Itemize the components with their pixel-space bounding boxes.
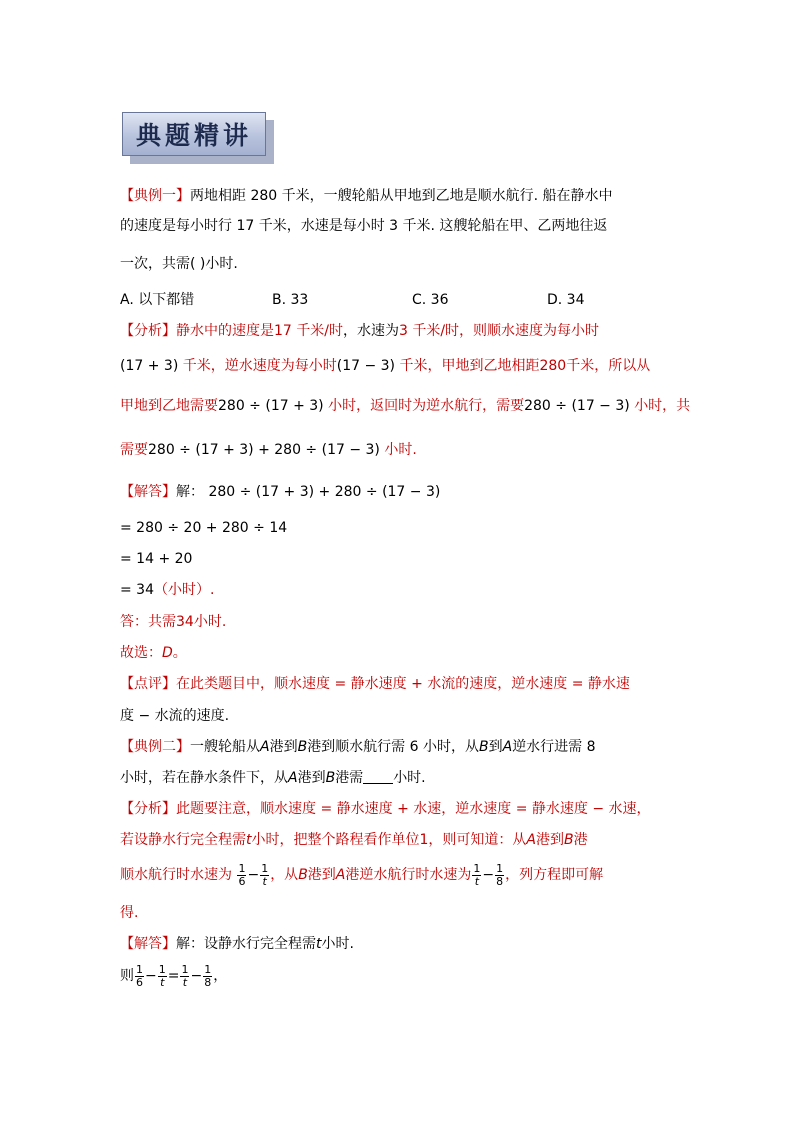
denominator: t [474, 874, 480, 888]
analysis1-text: 千米，甲地到乙地相距 [399, 358, 540, 374]
example2-text: 小时. [393, 770, 426, 786]
example1-line1 [120, 186, 676, 206]
choice-text: 。 [172, 645, 187, 661]
solution1-choice [120, 643, 676, 663]
analysis1-text: 小时. [384, 442, 417, 458]
analysis1-text: 需要 [120, 442, 148, 458]
example1-text: 两地相距 280 千米，一艘轮船从甲地到乙地是顺水航行. 船在静水中 [190, 188, 613, 204]
numerator: 1 [204, 962, 212, 976]
solution1-step3 [120, 580, 676, 600]
solution1-step2: = 14 + 20 [120, 551, 193, 567]
example2-text: 港需 [335, 770, 364, 786]
analysis1-text: 千米，所以从 [566, 358, 651, 374]
example2-text: 逆水行进需 8 [512, 739, 596, 755]
var-a: A [288, 770, 298, 786]
numerator: 1 [261, 861, 269, 875]
solution1-tag: 【解答】 [120, 484, 176, 500]
review1-line2: 度 − 水流的速度. [120, 708, 230, 724]
analysis1-text: 小时，返回时为逆水航行，需要 [328, 398, 525, 414]
solution2-text: 小时. [321, 936, 354, 952]
analysis2-text: 小时，把整个路程看作单位 [251, 832, 420, 848]
answer-text: 小时. [193, 614, 227, 630]
analysis1-text: 甲地到乙地需要 [120, 398, 218, 414]
fraction [260, 863, 269, 888]
minus-sign: − [482, 867, 495, 883]
banner-title: 典题精讲 [135, 121, 252, 150]
solution2-line2 [120, 962, 676, 990]
section-banner [122, 112, 274, 162]
numerator: 1 [181, 962, 189, 976]
example2-line1 [120, 737, 676, 757]
analysis2-text: 若设静水行完全程需 [120, 832, 246, 848]
option-b: B. 33 [272, 292, 309, 308]
example2-text: 港到顺水航行需 6 小时，从 [307, 739, 479, 755]
example2-text: 港到 [269, 739, 298, 755]
math-expr: 280 ÷ (17 − 3) [524, 398, 630, 414]
answer-text: 答：共需 [120, 614, 176, 630]
analysis2-text: ，则可知道：从 [428, 832, 527, 848]
value-1: 1 [419, 832, 429, 848]
example2-tag: 【典例二】 [120, 739, 190, 755]
math-expr: 280 ÷ (17 + 3) [218, 398, 324, 414]
analysis2-tag: 【分析】 [120, 801, 176, 817]
var-a: A [526, 832, 536, 848]
solution2-text: ， [213, 968, 228, 984]
denominator: 6 [238, 874, 246, 888]
example2-text: 港到 [297, 770, 326, 786]
fraction [158, 964, 167, 989]
analysis2-line1 [120, 799, 676, 819]
solution1-text: 解： [176, 484, 204, 500]
answer-value: 34 [176, 614, 194, 630]
denominator: t [262, 874, 267, 888]
numerator: 1 [136, 962, 143, 976]
option-c: C. 36 [412, 292, 449, 308]
fraction [237, 863, 246, 888]
answer-blank [363, 769, 393, 784]
analysis2-text: 港 [573, 832, 588, 848]
review1-line1 [120, 674, 676, 694]
solution2-text: 则 [120, 968, 134, 984]
analysis1-line3 [120, 396, 691, 416]
analysis1-text: 千米，逆水速度为每小时 [182, 358, 337, 374]
math-expr: (17 + 3) [120, 358, 179, 374]
numerator: 1 [473, 861, 481, 875]
numerator: 1 [496, 861, 504, 875]
var-b: B [325, 770, 336, 786]
review1-text: 在此类题目中，顺水速度 = 静水速度 + 水流的速度，逆水速度 = 静水速 [176, 676, 630, 692]
option-a: A. 以下都错 [120, 292, 195, 308]
example2-text: 到 [488, 739, 503, 755]
value-3: 3 千米/时 [398, 323, 460, 339]
denominator: 6 [136, 975, 143, 989]
fraction [180, 964, 189, 989]
equals-sign: = [167, 968, 180, 984]
var-b: B [297, 739, 308, 755]
choice-text: 故选： [120, 645, 162, 661]
numerator: 1 [238, 861, 246, 875]
analysis2-line2 [120, 830, 676, 850]
solution2-text: 解：设静水行完全程需 [176, 936, 316, 952]
var-b: B [564, 832, 574, 848]
analysis1-line2 [120, 356, 676, 376]
var-a: A [335, 867, 346, 883]
analysis1-text: ，则顺水速度为每小时 [459, 323, 600, 339]
var-t: t [246, 832, 252, 848]
analysis2-text: 港逆水航行时水速为 [345, 867, 472, 883]
numerator: 1 [158, 962, 166, 976]
math-expr: 280 ÷ (17 + 3) + 280 ÷ (17 − 3) [208, 484, 441, 500]
example2-text: 一艘轮船从 [190, 739, 260, 755]
math-expr: (17 − 3) [336, 358, 396, 374]
denominator: t [182, 975, 188, 989]
var-a: A [260, 739, 270, 755]
unit-text: （小时）. [154, 582, 215, 598]
example2-line2 [120, 768, 676, 788]
solution2-line1 [120, 934, 676, 954]
minus-sign: − [190, 968, 203, 984]
banner-face [122, 112, 266, 156]
fraction [135, 964, 144, 989]
review1-tag: 【点评】 [120, 676, 176, 692]
analysis2-text: 此题要注意，顺水速度 = 静水速度 + 水速，逆水速度 = 静水速度 − 水速， [176, 801, 651, 817]
minus-sign: − [247, 867, 260, 883]
analysis2-line3 [120, 861, 676, 889]
minus-sign: − [145, 968, 157, 984]
value-280: 280 [539, 358, 567, 374]
analysis2-text: ，列方程即可解 [505, 867, 604, 883]
analysis1-text: 小时，共 [634, 398, 691, 414]
denominator: 8 [496, 874, 504, 888]
solution1-step1: = 280 ÷ 20 + 280 ÷ 14 [120, 520, 288, 536]
solution2-tag: 【解答】 [120, 936, 176, 952]
var-b: B [479, 739, 489, 755]
example2-text: 小时，若在静水条件下，从 [120, 770, 288, 786]
var-a: A [502, 739, 513, 755]
solution1-answer [120, 612, 676, 632]
math-expr: 280 ÷ (17 + 3) + 280 ÷ (17 − 3) [148, 442, 380, 458]
analysis2-text: 得. [120, 905, 139, 921]
analysis1-text: ，水速为 [342, 323, 399, 339]
solution1-line1 [120, 482, 676, 502]
analysis1-line1 [120, 321, 676, 341]
analysis2-text: 顺水航行时水速为 [120, 867, 232, 883]
var-t: t [316, 936, 322, 952]
analysis1-line4 [120, 440, 676, 460]
fraction [472, 863, 481, 888]
math-expr: = 34 [120, 582, 154, 598]
fraction [495, 863, 504, 888]
var-b: B [298, 867, 308, 883]
example1-line3: 一次，共需( )小时. [120, 256, 238, 272]
denominator: t [160, 975, 165, 989]
analysis1-tag: 【分析】 [120, 323, 176, 339]
value-17: 17 千米/时 [274, 323, 343, 339]
example1-tag: 【典例一】 [120, 188, 190, 204]
choice-letter: D [162, 645, 173, 661]
denominator: 8 [204, 975, 212, 989]
analysis2-text: 港到 [307, 867, 336, 883]
analysis2-text: 港到 [536, 832, 564, 848]
example1-line2: 的速度是每小时行 17 千米，水速是每小时 3 千米. 这艘轮船在甲、乙两地往返 [120, 218, 608, 234]
analysis2-text: ，从 [270, 867, 299, 883]
analysis2-line4 [120, 903, 676, 923]
fraction [203, 964, 212, 989]
option-d: D. 34 [547, 292, 585, 308]
analysis1-text: 静水中的速度是 [176, 323, 274, 339]
